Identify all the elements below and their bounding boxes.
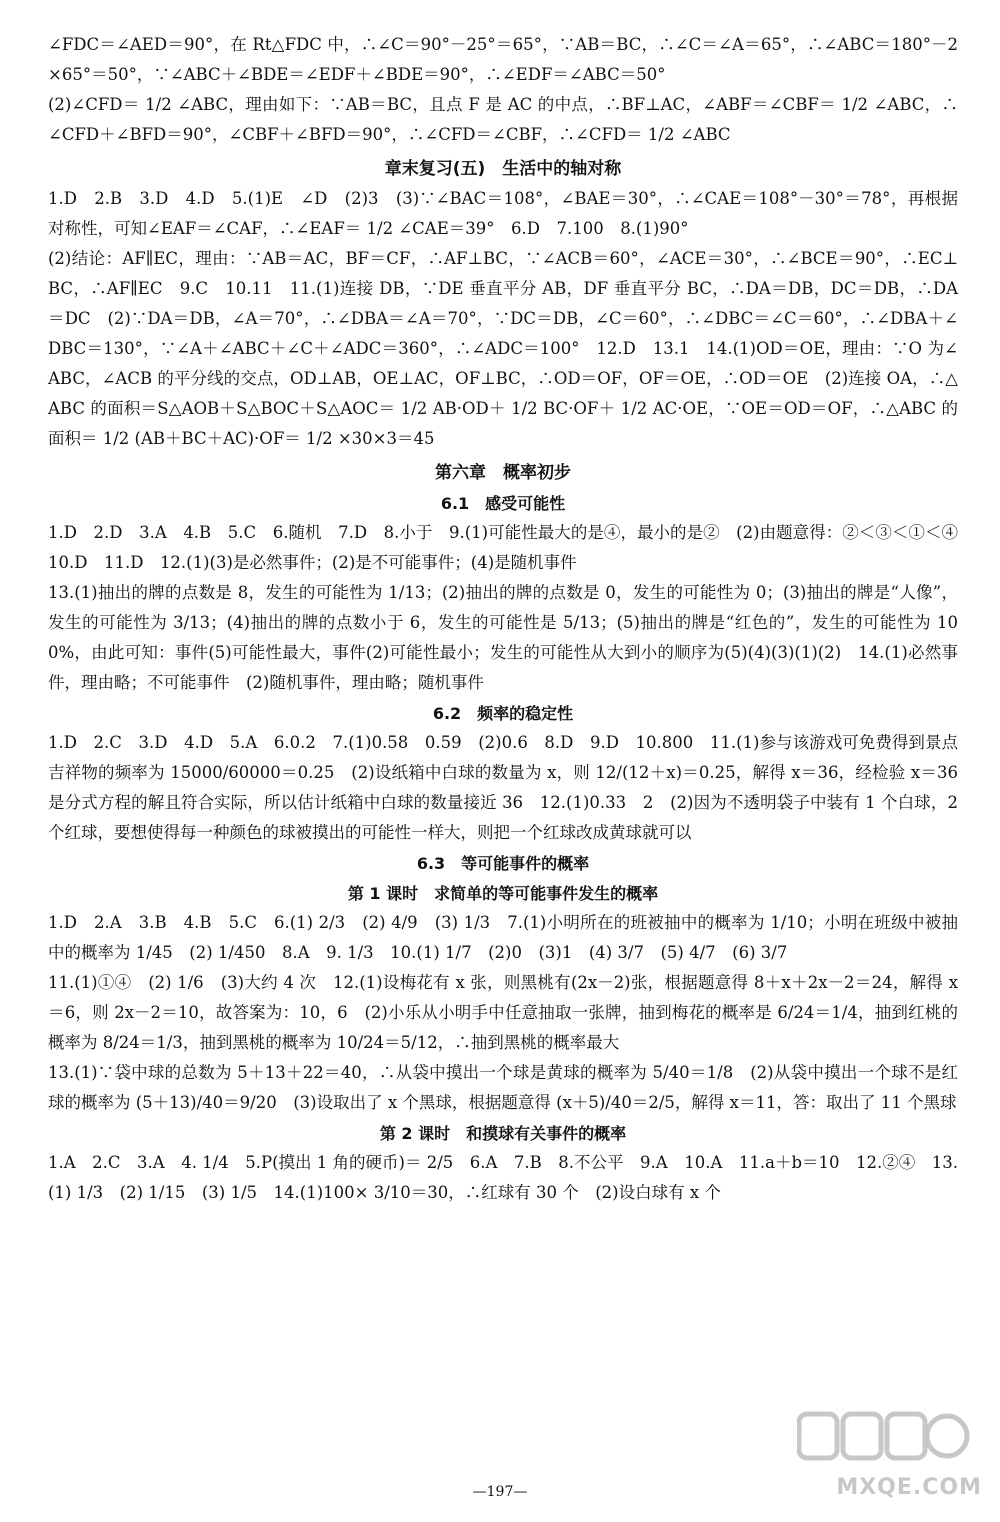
text-paragraph: 1.D 2.C 3.D 4.D 5.A 6.0.2 7.(1)0.58 0.59 (2)0.6 8.D 9.D 10.800 11.(1)参与该游戏可免费得到景点吉祥物的频率为 15000/60000＝0.25 (2)设纸箱中白球的数量为 x，则 12/(12＋x)＝0.25，解得 x＝36，经检验 x＝36 是分式方程的解且符合实际，所以估计纸箱中白球的数量接近 36 12.(1)0.33 2 (2)因为不透明袋子中装有 1 个白球，2 个红球，要想使得每一种颜色的球被摸出的可能性一样大，则把一个红球改成黄球就可以 bbox=[48, 733, 958, 842]
text-paragraph: (2)∠CFD＝ 1/2 ∠ABC，理由如下：∵AB＝BC，且点 F 是 AC 的中点，∴BF⊥AC，∠ABF＝∠CBF＝ 1/2 ∠ABC，∴∠CFD＋∠BFD＝90°，∠CBF＋∠BFD＝90°，∴∠CFD＝∠CBF，∴∠CFD＝ 1/2 ∠ABC bbox=[48, 95, 958, 144]
answer-page bbox=[48, 30, 975, 1208]
chapter-heading: 第六章 概率初步 bbox=[435, 463, 571, 483]
text-paragraph: (2)结论：AF∥EC，理由：∵AB＝AC，BF＝CF，∴AF⊥BC，∵∠ACB＝60°，∠ACE＝30°，∴∠BCE＝90°，∴EC⊥BC，∴AF∥EC 9.C 10.11 11.(1)连接 DB，∵DE 垂直平分 AB，DF 垂直平分 BC，∴DA＝DB，DC＝DB，∴DA＝DC (2)∵DA＝DB，∠A＝70°，∴∠DBA＝∠A＝70°，∵DC＝DB，∠C＝60°，∴∠DBC＝∠C＝60°，∴∠DBA＋∠DBC＝130°，∵∠A＋∠ABC＋∠C＋∠ADC＝360°，∴∠ADC＝100° 12.D 13.1 14.(1)OD＝OE，理由：∵O 为∠ABC，∠ACB 的平分线的交点，OD⊥AB，OE⊥AC，OF⊥BC，∴OD＝OF，OF＝OE，∴OD＝OE (2)连接 OA，∴△ABC 的面积＝S△AOB＋S△BOC＋S△AOC＝ 1/2 AB·OD＋ 1/2 BC·OF＋ 1/2 AC·OE，∵OE＝OD＝OF，∴△ABC 的面积＝ 1/2 (AB＋BC＋AC)·OF＝ 1/2 ×30×3＝45 bbox=[48, 249, 958, 448]
text-paragraph: 1.D 2.A 3.B 4.B 5.C 6.(1) 2/3 (2) 4/9 (3) 1/3 7.(1)小明所在的班被抽中的概率为 1/10；小明在班级中被抽中的概率为 1/45 (2) 1/450 8.A 9. 1/3 10.(1) 1/7 (2)0 (3)1 (4) 3/7 (5) 4/7 (6) 3/7 bbox=[48, 913, 958, 962]
watermark-text: MXQE.COM bbox=[836, 1475, 982, 1500]
text-paragraph: 1.A 2.C 3.A 4. 1/4 5.P(摸出 1 角的硬币)＝ 2/5 6.A 7.B 8.不公平 9.A 10.A 11.a＋b＝10 12.②④ 13.(1) 1/3 (2) 1/15 (3) 1/5 14.(1)100× 3/10＝30，∴红球有 30 个 (2)设白球有 x 个 bbox=[48, 1153, 958, 1202]
section-heading: 6.3 等可能事件的概率 bbox=[416, 854, 590, 873]
text-paragraph: 1.D 2.B 3.D 4.D 5.(1)E ∠D (2)3 (3)∵∠BAC＝108°，∠BAE＝30°，∴∠CAE＝108°－30°＝78°，再根据对称性，可知∠EAF＝∠CAF，∴∠EAF＝ 1/2 ∠CAE＝39° 6.D 7.100 8.(1)90° bbox=[48, 189, 958, 238]
section-heading: 6.1 感受可能性 bbox=[440, 494, 566, 513]
watermark-logo-icon bbox=[797, 1408, 972, 1463]
section-heading: 6.2 频率的稳定性 bbox=[432, 704, 574, 723]
text-paragraph: 13.(1)∵袋中球的总数为 5＋13＋22＝40，∴从袋中摸出一个球是黄球的概率为 5/40＝1/8 (2)从袋中摸出一个球不是红球的概率为 (5＋13)/40＝9/20 (3)设取出了 x 个黑球，根据题意得 (x＋5)/40＝2/5，解得 x＝11，答：取出了 11 个黑球 bbox=[48, 1063, 958, 1112]
text-paragraph: 13.(1)抽出的牌的点数是 8，发生的可能性为 1/13；(2)抽出的牌的点数是 0，发生的可能性为 0；(3)抽出的牌是“人像”，发生的可能性为 3/13；(4)抽出的牌的点数小于 6，发生的可能性是 5/13；(5)抽出的牌是“红色的”，发生的可能性为 100%，由此可知：事件(5)可能性最大，事件(2)可能性最小；发生的可能性从大到小的顺序为(5)(4)(3)(1)(2) 14.(1)必然事件，理由略；不可能事件 (2)随机事件，理由略；随机事件 bbox=[48, 583, 958, 692]
text-paragraph: 1.D 2.D 3.A 4.B 5.C 6.随机 7.D 8.小于 9.(1)可能性最大的是④，最小的是② (2)由题意得：②＜③＜①＜④ 10.D 11.D 12.(1)(3)是必然事件；(2)是不可能事件；(4)是随机事件 bbox=[48, 523, 975, 572]
text-paragraph: 11.(1)①④ (2) 1/6 (3)大约 4 次 12.(1)设梅花有 x 张，则黑桃有(2x－2)张，根据题意得 8＋x＋2x－2＝24，解得 x＝6，则 2x－2＝10，故答案为：10，6 (2)小乐从小明手中任意抽取一张牌，抽到梅花的概率是 6/24＝1/4，抽到红桃的概率为 8/24＝1/3，抽到黑桃的概率为 10/24＝5/12，∴抽到黑桃的概率最大 bbox=[48, 973, 958, 1052]
section-heading: 章末复习(五) 生活中的轴对称 bbox=[384, 159, 622, 179]
lesson-heading: 第 2 课时 和摸球有关事件的概率 bbox=[379, 1124, 627, 1143]
page-number: —197— bbox=[472, 1484, 528, 1500]
lesson-heading: 第 1 课时 求简单的等可能事件发生的概率 bbox=[347, 884, 659, 903]
text-paragraph: ∠FDC＝∠AED＝90°，在 Rt△FDC 中，∴∠C＝90°－25°＝65°，∵AB＝BC，∴∠C＝∠A＝65°，∴∠ABC＝180°－2×65°＝50°，∵∠ABC＋∠BDE＝∠EDF＋∠BDE＝90°，∴∠EDF＝∠ABC＝50° bbox=[48, 35, 958, 84]
watermark bbox=[782, 1408, 982, 1500]
